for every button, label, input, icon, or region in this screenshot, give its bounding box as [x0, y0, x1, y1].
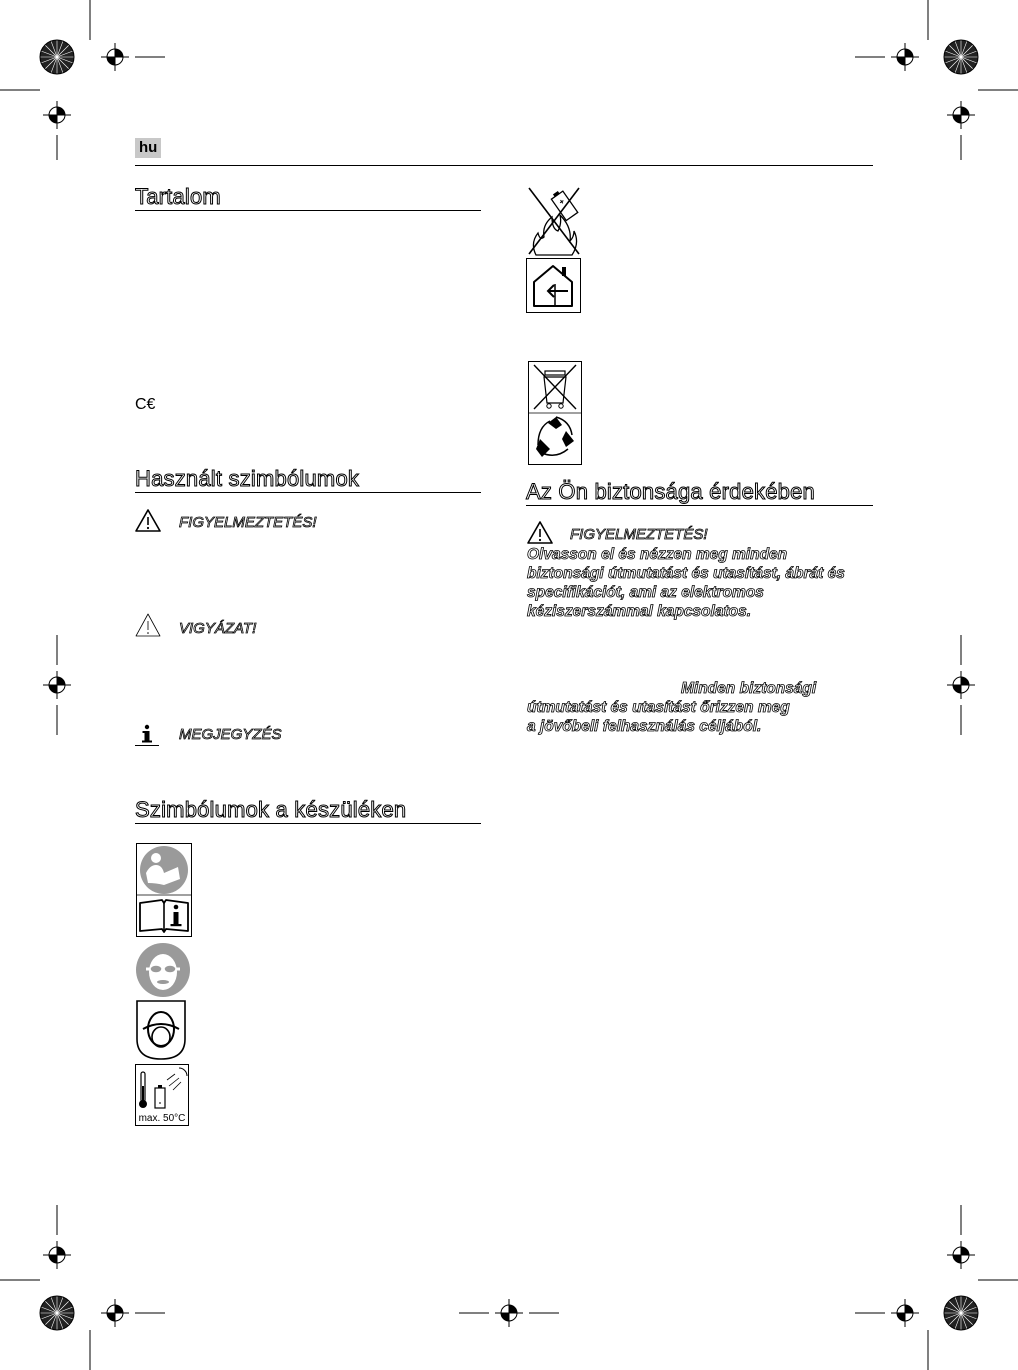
temperature-limit-label: max. 50°C — [138, 1113, 186, 1124]
safety-paragraph-line: specifikációt, ami az elektromos — [527, 584, 764, 601]
symbols-heading-rule — [135, 492, 481, 493]
hearing-protection-icon — [135, 999, 187, 1061]
device-symbols-heading: Szimbólumok a készüléken — [135, 797, 407, 822]
caution-triangle-icon — [135, 613, 161, 637]
symbols-heading: Használt szimbólumok — [135, 466, 360, 491]
safety-paragraph-line: biztonsági útmutatást és utasítást, ábrát és — [527, 565, 845, 582]
safety-warning-triangle-icon — [527, 521, 553, 544]
temperature-limit-icon — [135, 1064, 189, 1126]
safety-heading-rule — [526, 505, 873, 506]
no-fire-battery-icon — [526, 185, 582, 257]
warning-triangle-icon — [135, 509, 161, 532]
eye-protection-icon — [135, 942, 191, 998]
device-symbols-heading-rule — [135, 823, 481, 824]
contents-heading-rule — [135, 210, 481, 211]
indoor-use-icon — [526, 258, 581, 313]
safety-paragraph-line: kéziszerszámmal kapcsolatos. — [527, 603, 752, 620]
note-label: MEGJEGYZÉS — [179, 726, 282, 743]
safety-paragraph-line: Olvasson el és nézzen meg minden — [527, 546, 788, 563]
safety-paragraph — [527, 545, 845, 621]
keep-instructions-line-3: a jövőbeli felhasználás céljából. — [527, 718, 762, 735]
warning-label: FIGYELMEZTETÉS! — [179, 514, 317, 531]
contents-heading: Tartalom — [135, 184, 221, 209]
caution-label: VIGYÁZAT! — [179, 620, 257, 637]
header-rule — [135, 165, 873, 166]
keep-instructions-line-2: útmutatást és utasítást őrizzen meg — [527, 699, 790, 716]
safety-heading: Az Ön biztonsága érdekében — [526, 479, 815, 504]
ce-mark: C€ — [135, 396, 156, 413]
language-tag: hu — [135, 138, 161, 158]
note-info-icon — [135, 722, 159, 746]
keep-instructions-line-1: Minden biztonsági — [681, 680, 817, 697]
weee-recycling-icon — [528, 361, 582, 465]
read-manual-icon — [136, 843, 192, 937]
safety-warning-label: FIGYELMEZTETÉS! — [570, 526, 708, 543]
